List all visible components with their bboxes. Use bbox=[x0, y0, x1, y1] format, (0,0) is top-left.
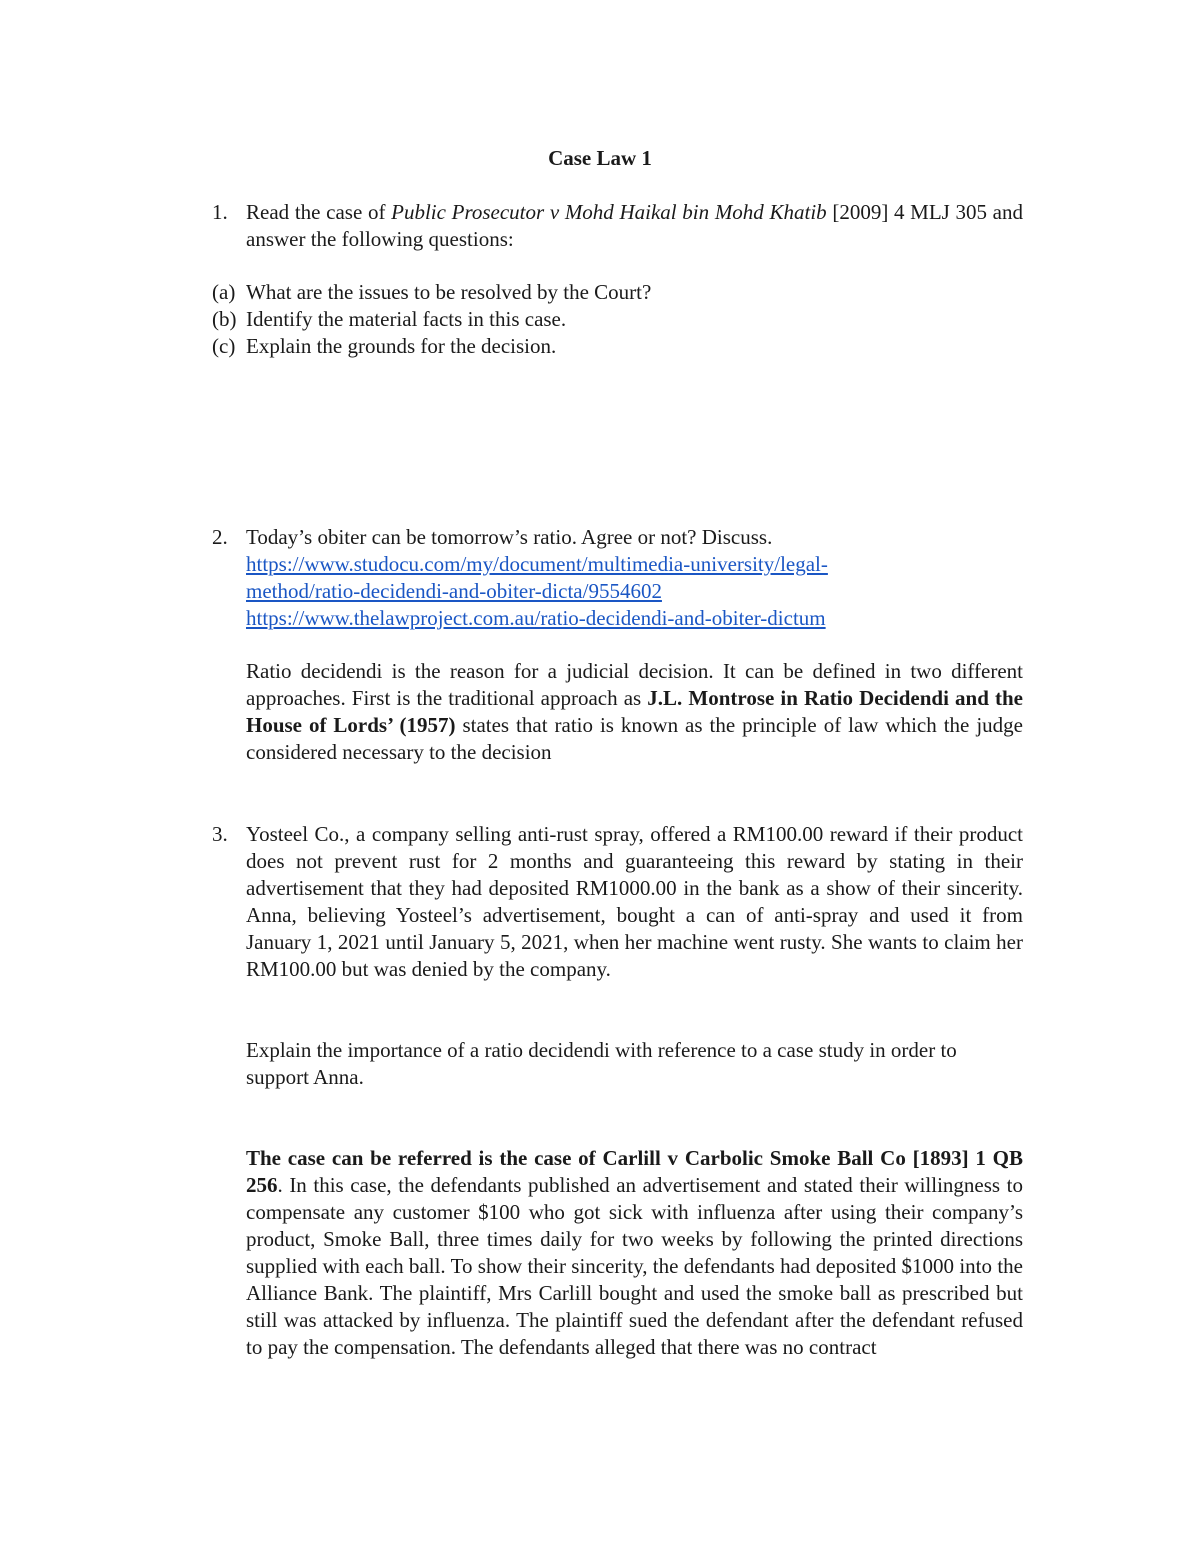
sub-question-label: (a) bbox=[212, 280, 236, 304]
question-1-case-name: Public Prosecutor v Mohd Haikal bin Mohd Khatib bbox=[391, 200, 827, 224]
question-1-text bbox=[246, 199, 1023, 253]
reference-links bbox=[246, 551, 916, 632]
question-2-number: 2. bbox=[212, 525, 228, 549]
answer-text: . In this case, the defendants published an advertisement and stated their willingness to compensate any customer $100 who got sick with influenza after using their company’s product, Smoke Ball, three times daily for two weeks by following the printed directions supplied with each ball. To show their sincerity, the defendants had deposited $1000 into the Alliance Bank. The plaintiff, Mrs Carlill bought and used the smoke ball as prescribed but still was attacked by influenza. The plaintiff sued the defendant after the defendant refused to pay the compensation. The defendants alleged that there was no contract bbox=[246, 1173, 1023, 1359]
answer-text: states that ratio is known as the principle of law which the judge considered necessary to the decision bbox=[246, 713, 1023, 764]
question-1-text-before: Read the case of bbox=[246, 200, 392, 224]
question-2-answer bbox=[246, 658, 1023, 766]
sub-question-c bbox=[212, 333, 1012, 360]
question-3-number: 3. bbox=[212, 822, 228, 846]
question-2-text: Today’s obiter can be tomorrow’s ratio. Agree or not? Discuss. bbox=[246, 525, 773, 549]
answer-text: Ratio decidendi is the reason for a judicial decision. It can be defined in two different approaches. First is the traditional approach as bbox=[246, 659, 1023, 710]
sub-question-a bbox=[212, 279, 1012, 306]
question-1-text-after: [2009] 4 MLJ 305 and answer the following questions: bbox=[246, 200, 1023, 251]
question-3-answer bbox=[246, 1145, 1023, 1361]
answer-citation: J.L. Montrose in Ratio Decidendi and the House of Lords’ (1957) bbox=[246, 686, 1023, 737]
sub-question-label: (b) bbox=[212, 307, 237, 331]
question-3-prompt: Explain the importance of a ratio decidendi with reference to a case study in order to support Anna. bbox=[246, 1038, 957, 1089]
question-3-scenario: Yosteel Co., a company selling anti-rust spray, offered a RM100.00 reward if their product does not prevent rust for 2 months and guaranteeing this reward by stating in their advertisement that they had deposited RM1000.00 in the bank as a show of their sincerity. Anna, believing Yosteel’s advertisement, bought a can of anti-spray and used it from January 1, 2021 until January 5, 2021, when her machine went rusty. She wants to claim her RM100.00 but was denied by the company. bbox=[246, 822, 1023, 981]
sub-question-label: (c) bbox=[212, 334, 236, 358]
question-1-number: 1. bbox=[212, 200, 228, 224]
answer-citation: The case can be referred is the case of Carlill v Carbolic Smoke Ball Co [1893] 1 QB 256 bbox=[246, 1146, 1023, 1197]
page-title: Case Law 1 bbox=[548, 146, 652, 170]
sub-question-text: Identify the material facts in this case. bbox=[246, 307, 567, 331]
sub-question-b bbox=[212, 306, 1012, 333]
reference-link-lawproject[interactable]: https://www.thelawproject.com.au/ratio-decidendi-and-obiter-dictum bbox=[246, 606, 826, 630]
sub-question-text: Explain the grounds for the decision. bbox=[246, 334, 557, 358]
reference-link-studocu[interactable]: https://www.studocu.com/my/document/multimedia-university/legal-method/ratio-decidendi-and-obiter-dicta/9554602 bbox=[246, 552, 828, 603]
sub-question-text: What are the issues to be resolved by the Court? bbox=[246, 280, 652, 304]
